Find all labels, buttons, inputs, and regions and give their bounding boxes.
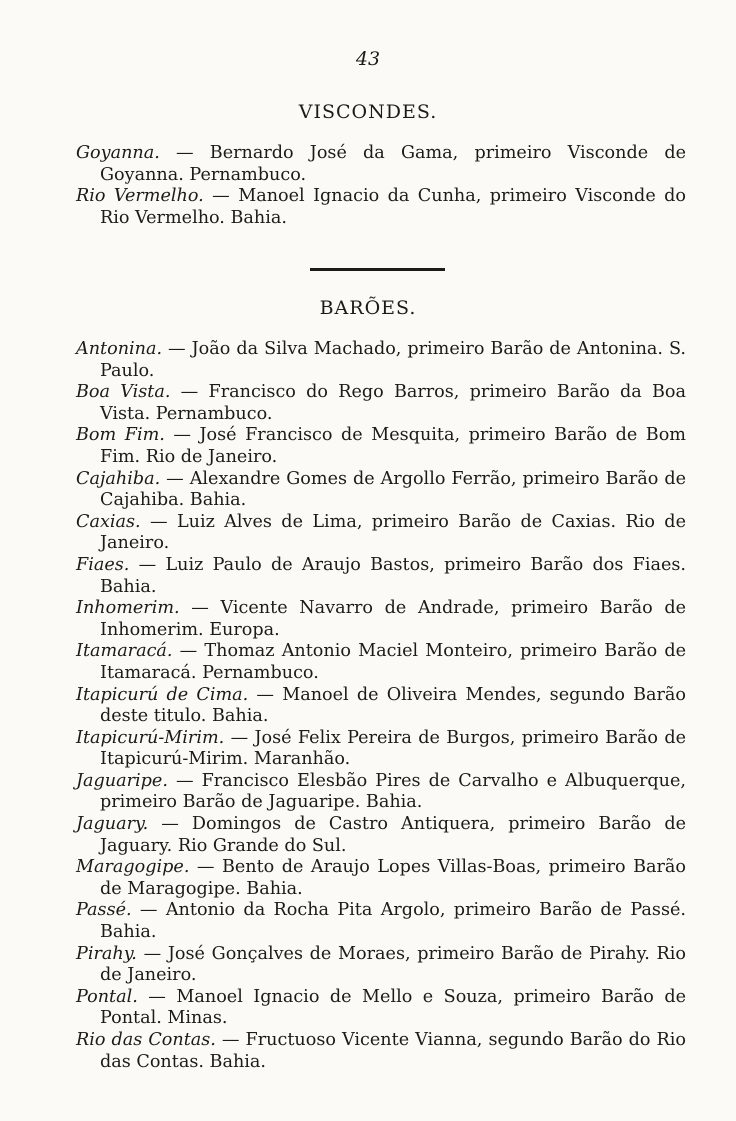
section-divider <box>310 268 445 271</box>
list-item <box>76 728 686 771</box>
entry-title: Jaguary. <box>76 814 149 835</box>
entry-title: Itamaracá. <box>76 641 173 662</box>
entry-text: — João da Silva Machado, primeiro Barão de Antonina. S. Paulo. <box>100 339 686 381</box>
entry-text: — Manoel de Oliveira Mendes, segundo Barão deste titulo. Bahia. <box>100 684 686 727</box>
entry-text: — Manoel Ignacio da Cunha, primeiro Visconde do Rio Vermelho. Bahia. <box>100 186 687 228</box>
entry-title: Cajahiba. <box>76 468 161 489</box>
entry-text: — Luiz Paulo de Araujo Bastos, primeiro Barão dos Fiaes. Bahia. <box>100 554 686 597</box>
entry-text: — José Felix Pereira de Burgos, primeiro Barão de Itapicurú-Mirim. Maranhão. <box>100 727 686 770</box>
list-item <box>76 641 686 684</box>
entry-title: Jaguaripe. <box>76 770 168 791</box>
entry-title: Caxias. <box>76 511 141 532</box>
viscondes-heading: VISCONDES. <box>298 101 438 123</box>
list-item <box>76 555 686 598</box>
entry-text: — Bernardo José da Gama, primeiro Visconde de Goyanna. Pernambuco. <box>100 143 686 185</box>
list-item <box>76 771 686 814</box>
baroes-list <box>76 339 686 1073</box>
entry-title: Pontal. <box>76 986 138 1007</box>
list-item <box>76 143 686 186</box>
entry-text: — José Gonçalves de Moraes, primeiro Barão de Pirahy. Rio de Janeiro. <box>100 943 686 986</box>
entry-title: Fiaes. <box>76 554 130 575</box>
entry-text: — Bento de Araujo Lopes Villas-Boas, primeiro Barão de Maragogipe. Bahia. <box>100 857 686 899</box>
list-item <box>76 814 686 857</box>
entry-text: — Fructuoso Vicente Vianna, segundo Barão do Rio das Contas. Bahia. <box>100 1030 687 1072</box>
list-item <box>76 987 686 1030</box>
entry-title: Maragogipe. <box>76 857 190 878</box>
list-item <box>76 598 686 641</box>
list-item <box>76 425 686 468</box>
entry-text: — Francisco Elesbão Pires de Carvalho e Albuquerque, primeiro Barão de Jaguaripe. Bahia. <box>100 770 686 813</box>
entry-title: Boa Vista. <box>76 382 171 403</box>
entry-text: — José Francisco de Mesquita, primeiro Barão de Bom Fim. Rio de Janeiro. <box>100 425 686 467</box>
list-item <box>76 186 686 229</box>
entry-title: Goyanna. <box>76 143 160 163</box>
entry-text: — Manoel Ignacio de Mello e Souza, primeiro Barão de Pontal. Minas. <box>100 986 686 1029</box>
list-item <box>76 469 686 512</box>
list-item <box>76 944 686 987</box>
list-item <box>76 512 686 555</box>
list-item <box>76 685 686 728</box>
entry-title: Antonina. <box>76 339 163 359</box>
list-item <box>76 1030 686 1073</box>
entry-title: Passé. <box>76 900 132 921</box>
baroes-heading: BARÕES. <box>319 297 417 319</box>
entry-text: — Thomaz Antonio Maciel Monteiro, primeiro Barão de Itamaracá. Pernambuco. <box>100 641 686 683</box>
list-item <box>76 382 686 425</box>
list-item <box>76 339 686 382</box>
entry-text: — Luiz Alves de Lima, primeiro Barão de Caxias. Rio de Janeiro. <box>100 511 686 554</box>
entry-title: Pirahy. <box>76 943 137 964</box>
entry-text: — Francisco do Rego Barros, primeiro Barão da Boa Vista. Pernambuco. <box>100 382 686 424</box>
entry-title: Bom Fim. <box>76 425 165 446</box>
page-number: 43 <box>355 48 381 70</box>
viscondes-list <box>76 143 686 229</box>
entry-text: — Domingos de Castro Antiquera, primeiro Barão de Jaguary. Rio Grande do Sul. <box>100 814 686 856</box>
entry-text: — Alexandre Gomes de Argollo Ferrão, primeiro Barão de Cajahiba. Bahia. <box>100 468 686 511</box>
list-item <box>76 857 686 900</box>
entry-title: Rio das Contas. <box>76 1030 216 1050</box>
entry-title: Inhomerim. <box>76 598 180 619</box>
entry-text: — Antonio da Rocha Pita Argolo, primeiro Barão de Passé. Bahia. <box>100 900 686 943</box>
entry-title: Itapicurú-Mirim. <box>76 727 225 748</box>
entry-title: Itapicurú de Cima. <box>76 684 249 705</box>
entry-title: Rio Vermelho. <box>76 186 204 207</box>
list-item <box>76 900 686 943</box>
entry-text: — Vicente Navarro de Andrade, primeiro Barão de Inhomerim. Europa. <box>100 598 686 640</box>
